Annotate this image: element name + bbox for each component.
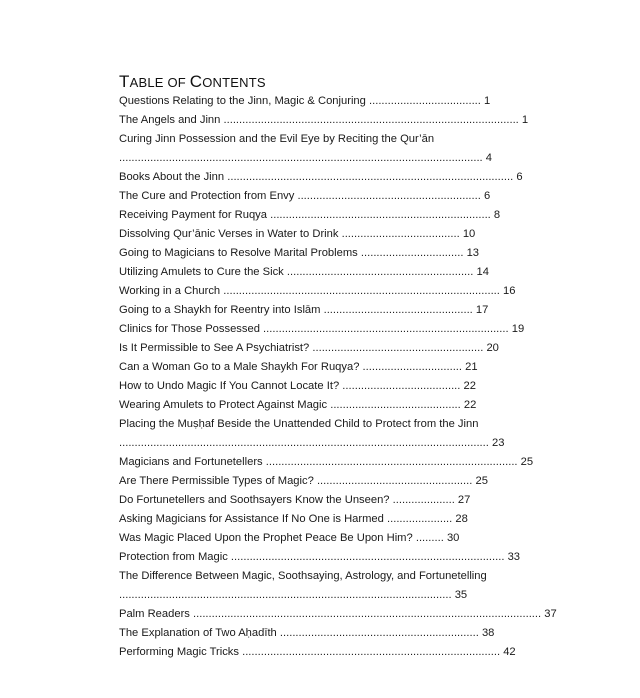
toc-dot-leader: ...............................................................................................	[220, 114, 522, 126]
toc-heading-t: T	[119, 72, 130, 91]
toc-entry[interactable]	[119, 187, 539, 206]
toc-page-number: 25	[520, 456, 534, 468]
toc-page-number: 14	[476, 266, 489, 278]
toc-page-number: 25	[475, 475, 488, 487]
toc-dot-leader: ................................................................................................................	[189, 608, 545, 620]
toc-entry[interactable]	[119, 529, 539, 548]
toc-entry-title: Was Magic Placed Upon the Prophet Peace Be Upon Him?	[119, 532, 413, 544]
toc-entry-title: The Cure and Protection from Envy	[119, 190, 295, 202]
toc-dot-leader: ....................................	[365, 95, 485, 107]
toc-entry-title: Books About the Jinn	[119, 171, 225, 183]
toc-dot-leader: .................................	[357, 247, 467, 259]
toc-page-number: 1	[521, 114, 529, 126]
toc-entry[interactable]	[119, 92, 539, 111]
toc-page-number: 33	[507, 551, 521, 563]
toc-heading	[119, 72, 266, 92]
toc-page-number: 20	[486, 342, 499, 354]
toc-entry-title: Clinics for Those Possessed	[119, 323, 260, 335]
toc-entry[interactable]	[119, 301, 539, 320]
toc-entry-title: The Angels and Jinn	[119, 114, 221, 126]
toc-list	[119, 92, 557, 662]
toc-entry-title: Do Fortunetellers and Soothsayers Know the Unseen?	[119, 494, 390, 506]
toc-dot-leader: ........................................................................................	[227, 551, 508, 563]
toc-entry-leader-line[interactable]	[119, 586, 539, 605]
toc-dot-leader: .....................	[383, 513, 456, 525]
toc-page-number: 38	[481, 627, 495, 639]
toc-page-number: 22	[463, 380, 476, 392]
toc-heading-ontents: ONTENTS	[202, 75, 266, 90]
toc-entry-title: Dissolving Qur’ānic Verses in Water to Drink	[119, 228, 339, 240]
toc-entry-title: Can a Woman Go to a Male Shaykh For Ruqya?	[119, 361, 360, 373]
toc-entry-title[interactable]: Placing the Muṣḥaf Beside the Unattended Child to Protect from the Jinn	[119, 418, 479, 430]
toc-entry-title: Utilizing Amulets to Cure the Sick	[119, 266, 284, 278]
toc-dot-leader: ..........................................	[327, 399, 464, 411]
toc-entry-title: The Explanation of Two Aḥadīth	[119, 627, 277, 639]
toc-entry[interactable]	[119, 472, 539, 491]
toc-entry-leader-line[interactable]	[119, 149, 539, 168]
toc-entry[interactable]	[119, 244, 539, 263]
toc-entry-title: Asking Magicians for Assistance If No One is Harmed	[119, 513, 384, 525]
toc-entry-title: Magicians and Fortunetellers	[119, 456, 263, 468]
toc-dot-leader: .....................................................................................................................	[119, 152, 486, 164]
toc-dot-leader: ................................................	[320, 304, 476, 316]
toc-dot-leader: .................................................................................	[262, 456, 521, 468]
toc-page-number: 35	[454, 589, 468, 601]
toc-entry[interactable]	[119, 206, 539, 225]
toc-dot-leader: ....................	[389, 494, 458, 506]
toc-entry[interactable]	[119, 548, 539, 567]
toc-entry-title: Are There Permissible Types of Magic?	[119, 475, 314, 487]
toc-dot-leader: ............................................................	[283, 266, 477, 278]
toc-dot-leader: ...........................................................	[294, 190, 484, 202]
toc-page-number: 23	[492, 437, 505, 449]
toc-dot-leader: ...................................................................................	[238, 646, 504, 658]
toc-page-number: 42	[503, 646, 516, 658]
toc-entry[interactable]	[119, 263, 539, 282]
toc-dot-leader: ............................................................................................	[224, 171, 517, 183]
toc-entry-title: Going to a Shaykh for Reentry into Islām	[119, 304, 321, 316]
toc-entry-title: Palm Readers	[119, 608, 190, 620]
toc-dot-leader: .......................................................	[309, 342, 487, 354]
toc-entry[interactable]	[119, 168, 539, 187]
toc-entry-title: Wearing Amulets to Protect Against Magic	[119, 399, 328, 411]
toc-dot-leader: ......................................	[338, 228, 463, 240]
toc-dot-leader: .......................................................................................................................	[119, 437, 492, 449]
toc-entry[interactable]	[119, 396, 539, 415]
toc-page-number: 10	[462, 228, 476, 240]
toc-page-number: 37	[544, 608, 557, 620]
toc-entry[interactable]	[119, 624, 539, 643]
toc-entry[interactable]	[119, 605, 557, 624]
toc-entry-title: Receiving Payment for Ruqya	[119, 209, 267, 221]
toc-page-number: 19	[511, 323, 525, 335]
toc-entry[interactable]	[119, 339, 539, 358]
toc-entry[interactable]	[119, 111, 539, 130]
toc-entry[interactable]	[119, 491, 539, 510]
toc-page-number: 22	[463, 399, 477, 411]
toc-page-number: 13	[466, 247, 480, 259]
toc-page-number: 4	[485, 152, 493, 164]
toc-entry-title: Working in a Church	[119, 285, 221, 297]
toc-entry[interactable]	[119, 358, 539, 377]
toc-page-number: 6	[483, 190, 491, 202]
toc-entry-title: Protection from Magic	[119, 551, 228, 563]
toc-page-number: 21	[465, 361, 478, 373]
toc-entry-leader-line[interactable]	[119, 434, 539, 453]
toc-entry-title: Is It Permissible to See A Psychiatrist?	[119, 342, 310, 354]
toc-dot-leader: .........	[412, 532, 447, 544]
toc-dot-leader: .......................................................................	[267, 209, 494, 221]
toc-entry-title: Questions Relating to the Jinn, Magic & Conjuring	[119, 95, 366, 107]
toc-entry-title: How to Undo Magic If You Cannot Locate It?	[119, 380, 340, 392]
toc-entry-title[interactable]: The Difference Between Magic, Soothsaying, Astrology, and Fortunetelling	[119, 570, 487, 582]
toc-entry-title: Going to Magicians to Resolve Marital Problems	[119, 247, 358, 259]
toc-heading-able-of: ABLE OF	[129, 75, 190, 90]
toc-dot-leader: ...........................................................................................................	[119, 589, 455, 601]
toc-page-number: 27	[457, 494, 471, 506]
toc-page-number: 1	[484, 95, 491, 107]
toc-entry[interactable]	[119, 643, 539, 662]
toc-dot-leader: ................................	[359, 361, 466, 373]
toc-entry[interactable]	[119, 225, 539, 244]
toc-entry[interactable]	[119, 453, 539, 472]
toc-entry[interactable]	[119, 282, 539, 301]
toc-page-number: 8	[493, 209, 501, 221]
toc-page-number: 17	[475, 304, 489, 316]
toc-entry[interactable]	[119, 510, 539, 529]
toc-heading-c: C	[189, 72, 203, 91]
toc-page-number: 28	[455, 513, 468, 525]
toc-dot-leader: ...............................................................................	[259, 323, 512, 335]
toc-entry[interactable]	[119, 377, 539, 396]
toc-entry-title[interactable]: Curing Jinn Possession and the Evil Eye by Reciting the Qur’ān	[119, 133, 435, 145]
toc-dot-leader: ..................................................	[313, 475, 476, 487]
toc-entry[interactable]	[119, 320, 539, 339]
toc-entry-title: Performing Magic Tricks	[119, 646, 239, 658]
toc-page-number: 30	[446, 532, 460, 544]
toc-dot-leader: ................................................................	[276, 627, 482, 639]
toc-dot-leader: .........................................................................................	[220, 285, 504, 297]
toc-page-number: 6	[516, 171, 523, 183]
toc-page-number: 16	[503, 285, 516, 297]
toc-dot-leader: ......................................	[339, 380, 464, 392]
